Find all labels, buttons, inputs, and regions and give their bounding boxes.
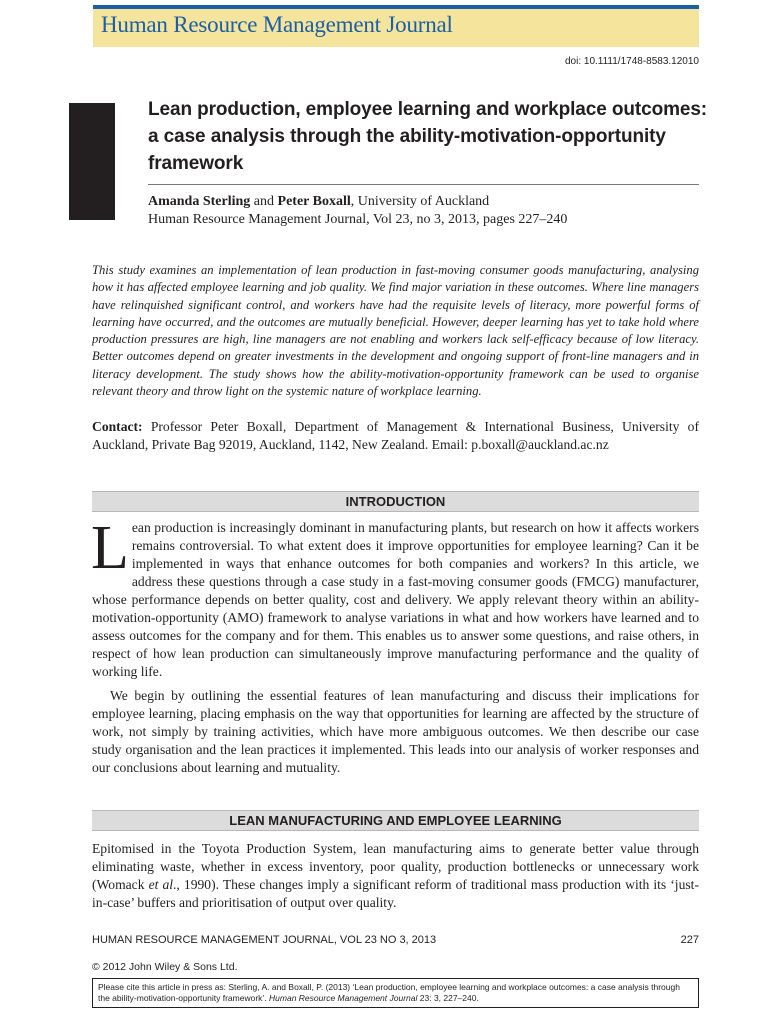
copyright: © 2012 John Wiley & Sons Ltd. [92, 961, 238, 973]
author-affiliation: University of Auckland [357, 194, 490, 209]
section-heading-introduction: INTRODUCTION [92, 491, 699, 512]
doi: doi: 10.1111/1748-8583.12010 [564, 56, 699, 67]
author-connector: , [350, 194, 355, 209]
contact-label: Contact: [92, 419, 143, 434]
lean-paragraph-text: Epitomised in the Toyota Production System, lean manufacturing aims to generate better value through eliminating waste, whether in excess inventory, poor quality, production bottlenecks or unnecessary work (Womack [92, 841, 699, 892]
lean-paragraph-text-cont: ., 1990). These changes imply a significant reform of traditional mass production with its ‘just-in-case’ buffers and prioritisation of output over quality. [92, 877, 699, 910]
author-byline [148, 192, 489, 211]
running-footer-text: HUMAN RESOURCE MANAGEMENT JOURNAL, VOL 23 NO 3, 2013 [92, 934, 437, 946]
author-name: Amanda Sterling [148, 194, 251, 209]
drop-cap: L [91, 514, 129, 582]
article-title: Lean production, employee learning and workplace outcomes: a case analysis through the ability-motivation-opportunity framework [148, 99, 708, 174]
abstract: This study examines an implementation of lean production in fast-moving consumer goods manufacturing, analysing how it has affected employee learning and job quality. We find major variation in these outcomes. Where line managers have relinquished significant control, and workers have had the requisite levels of literacy, more powerful forms of learning have occurred, and the outcomes are mutually beneficial. However, deeper learning has yet to take hold where production pressures are high, line managers are not enabling and workers lack self-efficacy because of low literacy. Better outcomes depend on greater investments in the development and ongoing support of front-line managers and in literacy development. The study shows how the ability-motivation-opportunity framework can be used to organise relevant theory and throw light on the systemic nature of workplace learning. [92, 263, 699, 399]
running-footer [92, 934, 699, 946]
author-name: Peter Boxall [277, 194, 351, 209]
title-side-bar [69, 103, 115, 220]
citation-box [92, 978, 699, 1008]
journal-citation: Human Resource Management Journal, Vol 23, no 3, 2013, pages 227–240 [148, 212, 568, 227]
citation-box-journal: Human Resource Management Journal [269, 993, 418, 1003]
citation-box-volume: 23: 3, 227–240. [419, 993, 479, 1003]
title-divider [148, 184, 699, 185]
lean-paragraph-1 [92, 840, 699, 912]
journal-name: Human Resource Management Journal [101, 12, 453, 37]
citation-box-text: Please cite this article in press as: Sterling, A. and Boxall, P. (2013) ‘Lean production, employee learning and workplace outcomes: a case analysis through the ability-motivation-opportunity framework’. [98, 982, 680, 1003]
et-al: et al [148, 877, 174, 892]
page-number: 227 [680, 934, 699, 946]
intro-paragraph-1-text: ean production is increasingly dominant in manufacturing plants, but research on how it affects workers remains controversial. To what extent does it improve opportunities for employee learning? Can it be implemented in ways that enhance outcomes for both companies and workers? In this article, we address these questions through a case study in a fast-moving consumer goods (FMCG) manufacturer, whose performance depends on better quality, cost and delivery. We apply relevant theory within an ability-motivation-opportunity (AMO) framework to analyse variations in what and how workers have learned and to assess outcomes for the company and for them. This enables us to answer some questions, and raise others, in respect of how lean production can simultaneously improve manufacturing performance and the quality of working life. [92, 520, 699, 679]
author-connector: and [253, 194, 275, 209]
intro-paragraph-1 [91, 514, 699, 681]
contact-info [92, 418, 699, 454]
section-heading-lean: LEAN MANUFACTURING AND EMPLOYEE LEARNING [92, 810, 699, 831]
intro-paragraph-2: We begin by outlining the essential features of lean manufacturing and discuss their implications for employee learning, placing emphasis on the way that opportunities for learning are affected by the structure of work, not simply by training activities, which have more ambiguous outcomes. We then describe our case study organisation and the lean practices it implemented. This leads into our analysis of worker responses and our conclusions about learning and mutuality. [92, 688, 699, 775]
contact-text: Professor Peter Boxall, Department of Management & International Business, University of Auckland, Private Bag 92019, Auckland, 1142, New Zealand. Email: p.boxall@auckland.ac.nz [92, 419, 699, 452]
